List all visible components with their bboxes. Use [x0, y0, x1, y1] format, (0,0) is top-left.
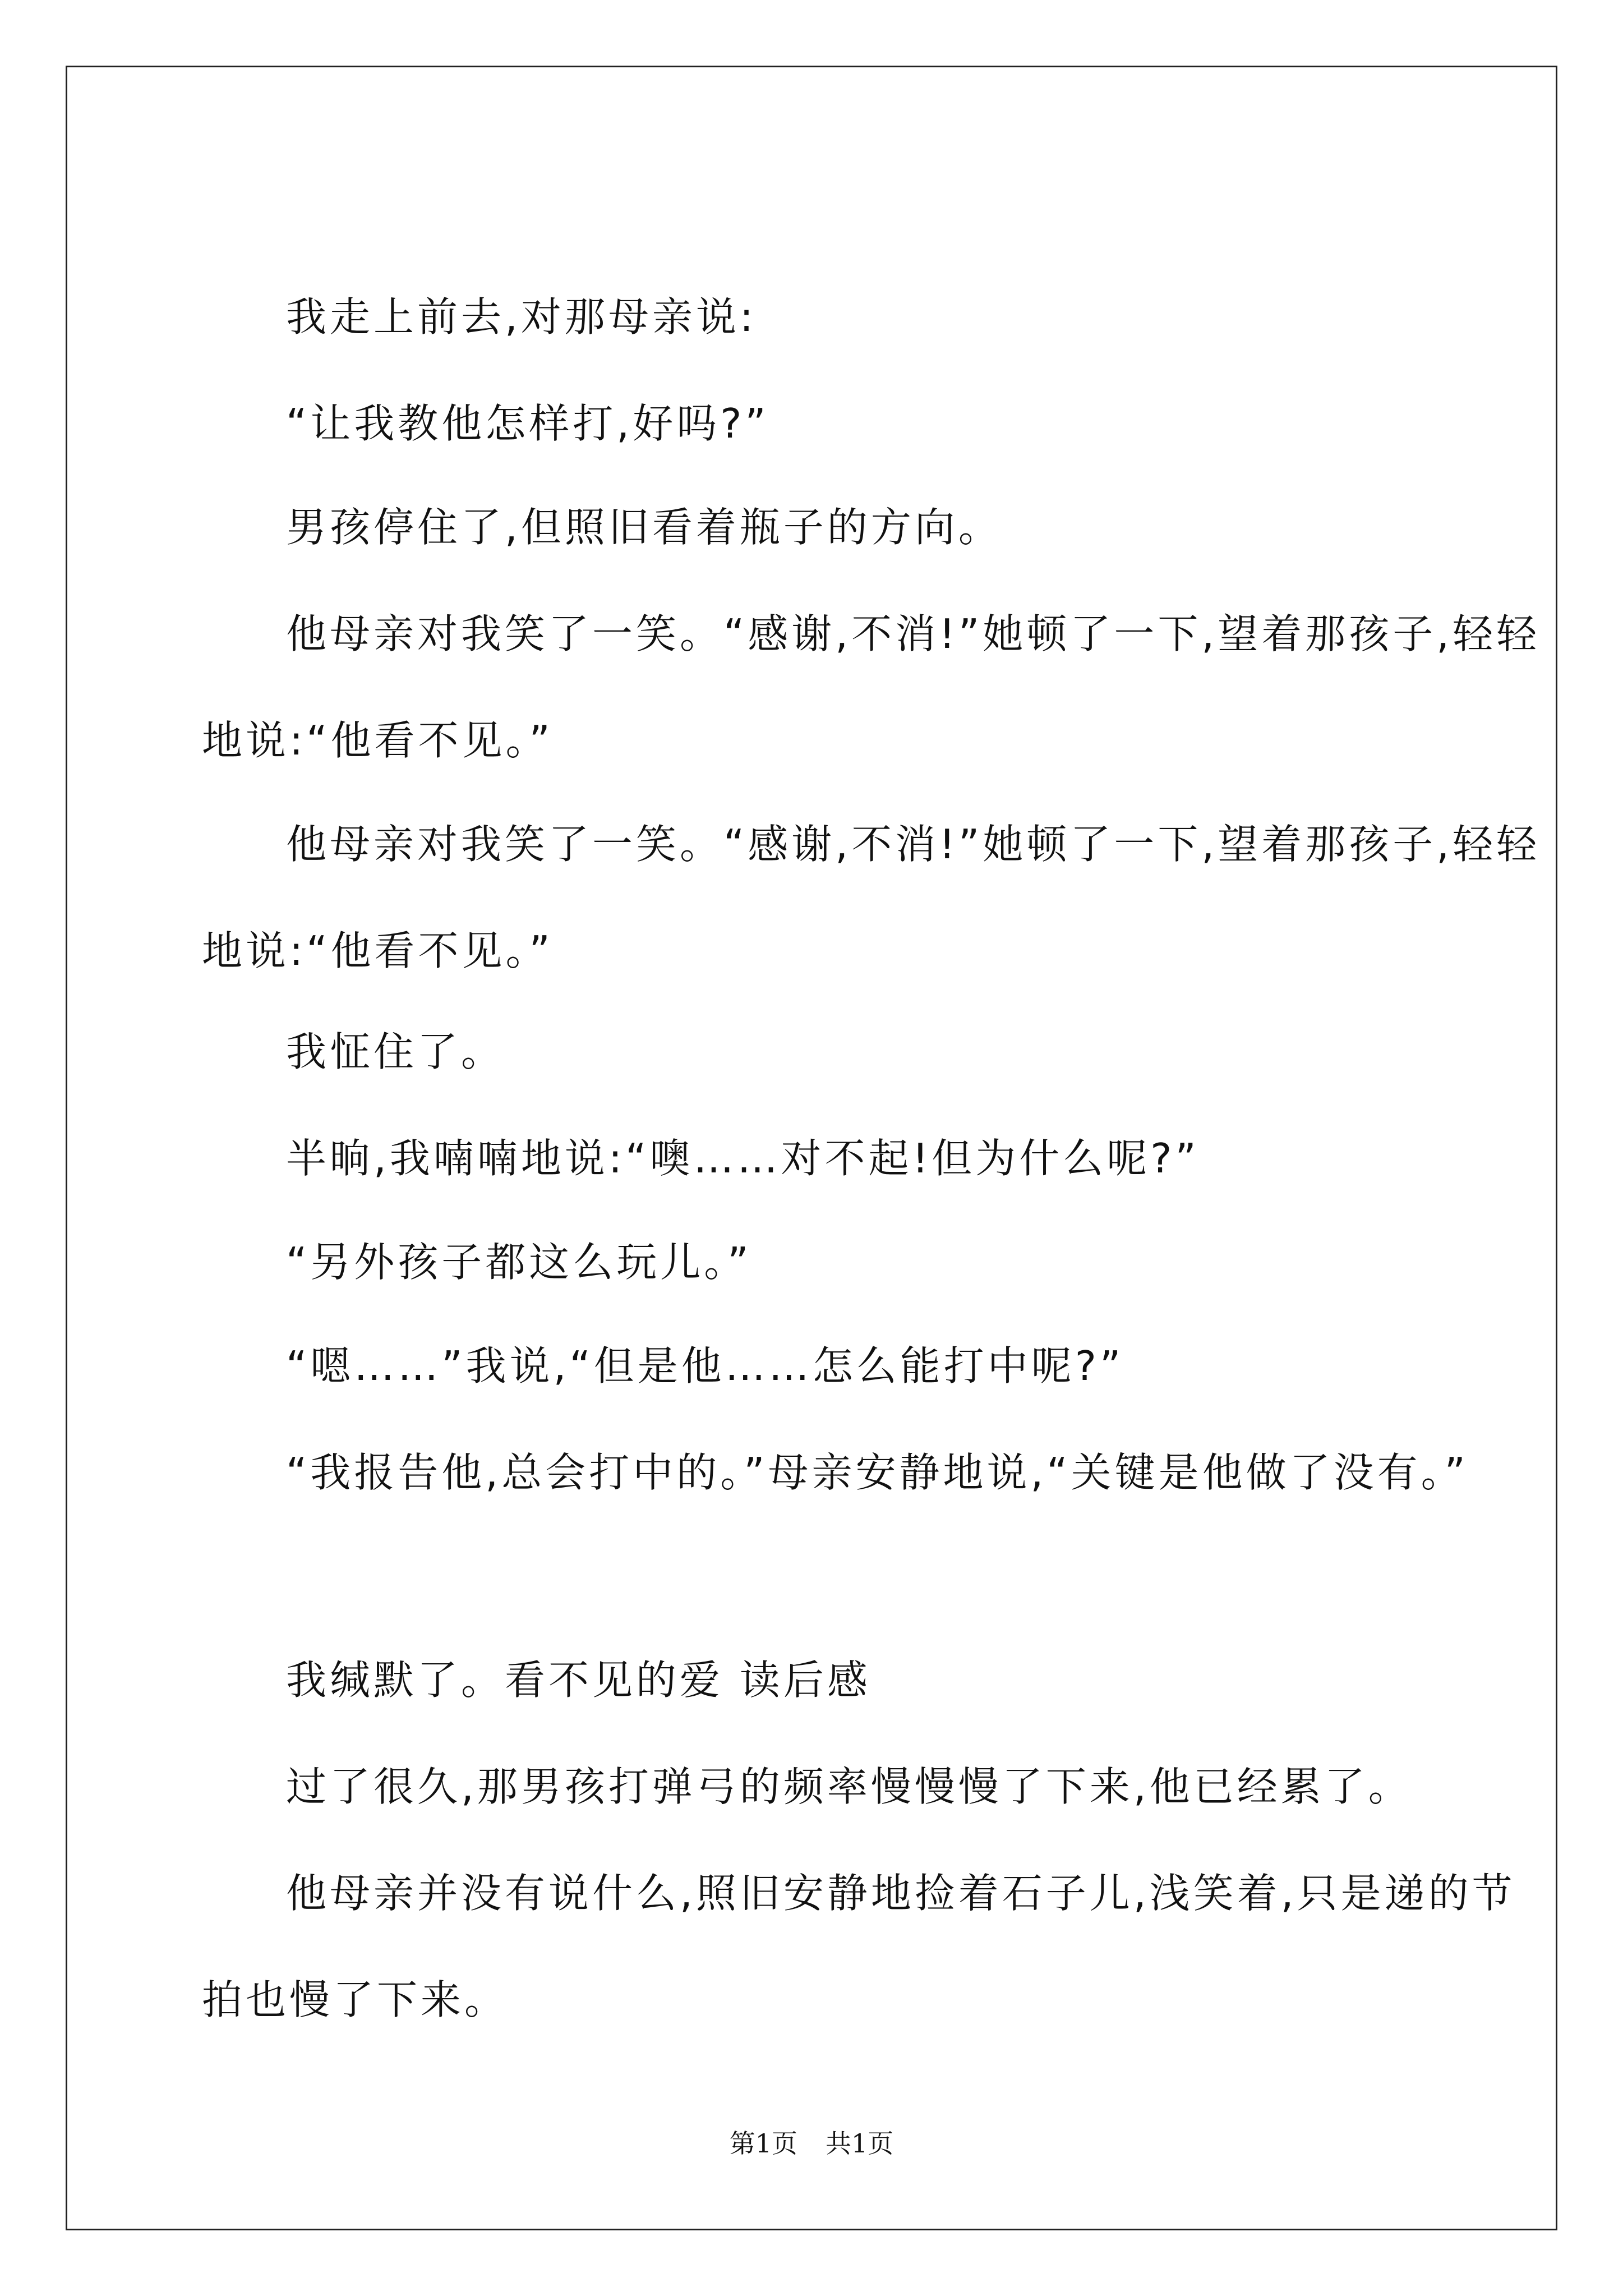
paragraph — [202, 1627, 1553, 1733]
paragraph-text: 我缄默了。看不见的爱 读后感 — [286, 1657, 871, 1704]
paragraph — [202, 1209, 1553, 1315]
paragraph-text: 过了很久,那男孩打弹弓的频率慢慢慢了下来,他已经累了。 — [286, 1763, 1412, 1810]
page-total: 共1页 — [826, 2128, 894, 2159]
paragraph-text: “让我教他怎样打,好吗?” — [286, 400, 769, 447]
paragraph — [202, 1419, 1553, 1526]
paragraph-text: 半晌,我喃喃地说:“噢……对不起!但为什么呢?” — [286, 1135, 1200, 1182]
paragraph — [202, 1733, 1553, 1840]
paragraph-text: “嗯……”我说,“但是他……怎么能打中呢?” — [286, 1342, 1124, 1389]
paragraph-text: 男孩停住了,但照旧看着瓶子的方向。 — [286, 504, 1002, 551]
paragraph — [202, 264, 1553, 370]
paragraph — [202, 370, 1553, 477]
paragraph-text: 他母亲并没有说什么,照旧安静地捡着石子儿,浅笑着,只是递的节拍也慢了下来。 — [202, 1870, 1516, 2023]
paragraph — [202, 1313, 1553, 1419]
paragraph-text: 我走上前去,对那母亲说: — [286, 293, 757, 341]
paragraph — [202, 1840, 1553, 2053]
paragraph — [202, 1105, 1553, 1212]
paragraph-text: “我报告他,总会打中的。”母亲安静地说,“关键是他做了没有。” — [286, 1449, 1469, 1496]
paragraph — [202, 581, 1553, 794]
page-frame — [66, 66, 1557, 2230]
paragraph-text: 他母亲对我笑了一笑。“感谢,不消!”她顿了一下,望着那孩子,轻轻地说:“他看不见。” — [202, 610, 1541, 764]
page-footer — [67, 2123, 1556, 2160]
page-number: 第1页 — [729, 2128, 797, 2159]
paragraph — [202, 474, 1553, 581]
paragraph — [202, 791, 1553, 1004]
paragraph-text: 我怔住了。 — [286, 1028, 505, 1075]
paragraph-text: “另外孩子都这么玩儿。” — [286, 1239, 752, 1286]
paragraph — [202, 999, 1553, 1105]
paragraph-text: 他母亲对我笑了一笑。“感谢,不消!”她顿了一下,望着那孩子,轻轻地说:“他看不见。” — [202, 821, 1541, 974]
